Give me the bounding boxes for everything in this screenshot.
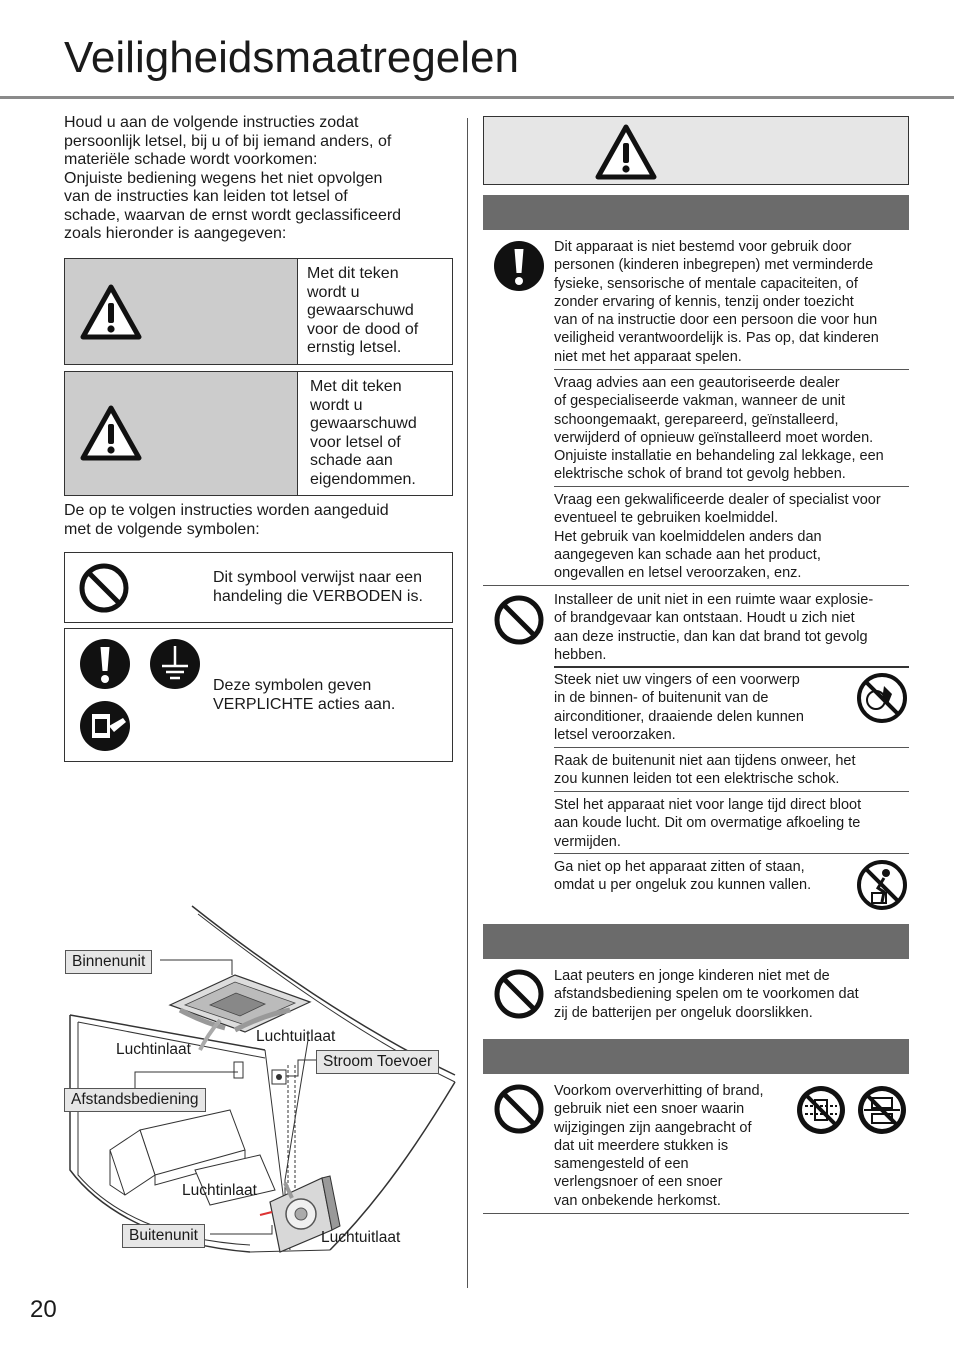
prohibited-icon xyxy=(78,562,130,614)
label-remote-control: Afstandsbediening xyxy=(64,1088,206,1112)
prohibited-item: Steek niet uw vingers of een voorwerp in de binnen- of buitenunit van de airconditioner, draaiende delen kunnen letsel veroorzaken. xyxy=(554,672,804,743)
title-rule xyxy=(0,96,954,99)
mandatory-item: Dit apparaat is niet bestemd voor gebruik door personen (kinderen inbegrepen) met verminderde fysieke, sensorische of mentale capaciteiten, of zonder ervaring of kennis, tenzij onder toezicht van of na instructie door een persoon die voor hun veiligheid verantwoordelijk is. Pas op, dat kinderen niet met het apparaat spelen. xyxy=(554,239,879,365)
warning-description: Met dit teken wordt u gewaarschuwd voor de dood of ernstig letsel. xyxy=(307,265,419,357)
mandatory-description: Deze symbolen geven VERPLICHTE acties aan. xyxy=(213,677,396,713)
page-number: 20 xyxy=(30,1296,57,1323)
no-modified-cord-icon xyxy=(795,1084,847,1136)
section-bar-2 xyxy=(483,924,909,959)
warning-label-panel xyxy=(65,259,297,364)
label-outdoor-unit: Buitenunit xyxy=(122,1224,205,1248)
exclamation-icon xyxy=(79,638,131,690)
caution-triangle-icon xyxy=(79,404,143,462)
label-power-supply: Stroom Toevoer xyxy=(316,1050,439,1074)
label-air-outlet-outdoor: Luchtuitlaat xyxy=(321,1229,401,1246)
label-air-inlet-outdoor: Luchtinlaat xyxy=(182,1182,257,1199)
symbols-intro: De op te volgen instructies worden aangeduid met de volgende symbolen: xyxy=(64,502,389,538)
intro-line: schade, waarvan de ernst wordt geclassificeerd xyxy=(64,206,402,224)
warning-triangle-icon xyxy=(79,283,143,341)
exclamation-icon xyxy=(493,240,545,292)
prohibited-item: Ga niet op het apparaat zitten of staan, omdat u per ongeluk zou kunnen vallen. xyxy=(554,859,812,894)
prohibited-symbol-box xyxy=(64,552,453,623)
label-air-inlet-indoor: Luchtinlaat xyxy=(116,1041,191,1058)
intro-line: zoals hieronder is aangegeven: xyxy=(64,225,287,242)
section-bar-1 xyxy=(483,195,909,230)
no-climbing-icon xyxy=(856,859,908,911)
prohibited-item: Voorkom oververhitting of brand, gebruik niet een snoer waarin wijzigingen zijn aangebracht of dat uit meerdere stukken is samengesteld of een verlengsnoer of een snoer van onbekende herkomst. xyxy=(554,1083,764,1209)
page-title: Veiligheidsmaatregelen xyxy=(64,33,519,82)
caution-legend-box xyxy=(64,371,453,496)
mandatory-symbols-box xyxy=(64,628,453,762)
intro-paragraph xyxy=(64,114,401,244)
intro-line: Onjuiste bediening wegens het niet opvolgen xyxy=(64,169,383,187)
warning-legend-box xyxy=(64,258,453,365)
intro-line: van de instructies kan leiden tot letsel of xyxy=(64,188,348,205)
prohibited-item: Raak de buitenunit niet aan tijdens onweer, het zou kunnen leiden tot een elektrische schok. xyxy=(554,753,856,788)
caution-label-panel xyxy=(65,372,297,495)
intro-line: Houd u aan de volgende instructies zodat xyxy=(64,114,359,131)
section-bar-3 xyxy=(483,1039,909,1074)
mandatory-item: Vraag een gekwalificeerde dealer of specialist voor eventueel te gebruiken koelmiddel. Het gebruik van koelmiddelen anders dan aangegeven kan schade aan het product, ongevallen en letsel veroorzaken, enz. xyxy=(554,492,881,582)
warning-header-box xyxy=(483,116,909,185)
prohibited-icon xyxy=(493,1083,545,1135)
prohibited-item: Installeer de unit niet in een ruimte waar explosie- of brandgevaar kan ontstaan. Houdt u zich niet aan deze instructie, dan kan dat brand tot gevolg hebben. xyxy=(554,592,874,663)
label-air-outlet-indoor: Luchtuitlaat xyxy=(256,1028,336,1045)
mandatory-item: Vraag advies aan een geautoriseerde dealer of gespecialiseerde vakman, wanneer de unit schoongemaakt, gerepareerd, geïnstalleerd, verwijderd of opnieuw geïnstalleerd moet worden. Onjuiste installatie en behandeling zal lekkage, een elektrische schok of brand tot gevolg hebben. xyxy=(554,375,884,483)
no-fingers-icon xyxy=(856,672,908,724)
prohibited-description: Dit symbool verwijst naar een handeling die VERBODEN is. xyxy=(213,569,423,605)
intro-line: persoonlijk letsel, bij u of bij iemand anders, of xyxy=(64,132,392,150)
warning-triangle-icon xyxy=(594,123,658,181)
intro-line: materiële schade wordt voorkomen: xyxy=(64,151,318,168)
prohibited-icon xyxy=(493,968,545,1020)
caution-description: Met dit teken wordt u gewaarschuwd voor letsel of schade aan eigendommen. xyxy=(310,378,417,488)
prohibited-item: Stel het apparaat niet voor lange tijd direct bloot aan koude lucht. Dit om overmatige afkoeling te vermijden. xyxy=(554,797,862,850)
label-indoor-unit: Binnenunit xyxy=(65,950,152,974)
column-divider xyxy=(467,118,468,1288)
prohibited-item: Laat peuters en jonge kinderen niet met de afstandsbediening spelen om te voorkomen dat zij de batterijen per ongeluk doorslikken. xyxy=(554,968,859,1021)
no-extension-cord-icon xyxy=(856,1084,908,1136)
earth-ground-icon xyxy=(149,638,201,690)
prohibited-icon xyxy=(493,594,545,646)
unplug-icon xyxy=(79,700,131,752)
